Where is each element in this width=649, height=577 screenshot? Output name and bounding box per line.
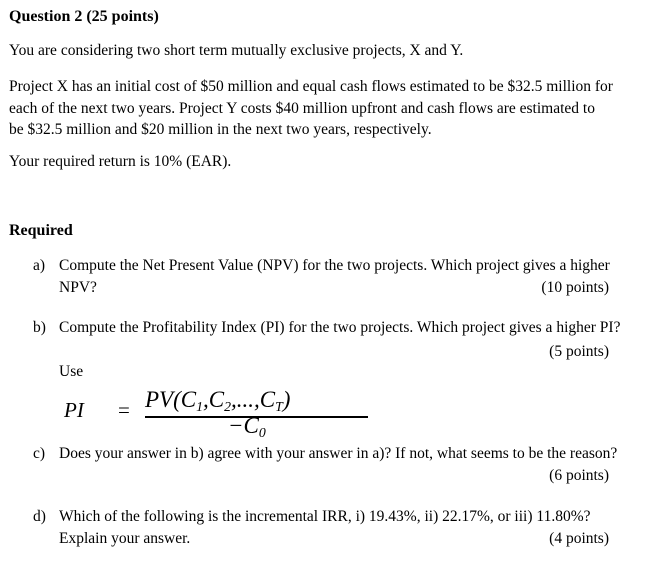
required-heading: Required bbox=[9, 222, 73, 239]
required-return: Your required return is 10% (EAR). bbox=[9, 153, 232, 170]
item-b-line: Compute the Profitability Index (PI) for the two projects. Which project gives a higher PI? bbox=[59, 319, 621, 336]
item-a-line: Compute the Net Present Value (NPV) for the two projects. Which project gives a higher bbox=[59, 257, 610, 274]
formula-equals: = bbox=[118, 398, 130, 422]
use-label: Use bbox=[59, 363, 84, 380]
question-intro: You are considering two short term mutually exclusive projects, X and Y. bbox=[9, 42, 464, 59]
item-d-points: (4 points) bbox=[549, 530, 609, 547]
description-line: be $32.5 million and $20 million in the next two years, respectively. bbox=[9, 121, 432, 138]
item-d-letter: d) bbox=[33, 508, 46, 525]
item-b-points: (5 points) bbox=[549, 343, 609, 360]
formula-lhs: PI bbox=[64, 398, 84, 422]
formula-num-mid: ,...,C bbox=[231, 387, 276, 412]
formula-num-prefix: PV(C bbox=[145, 387, 197, 412]
item-c-line: Does your answer in b) agree with your answer in a)? If not, what seems to be the reason? bbox=[59, 445, 618, 462]
item-a-letter: a) bbox=[33, 257, 46, 274]
description-line: Project X has an initial cost of $50 million and equal cash flows estimated to be $32.5 million for bbox=[9, 78, 613, 95]
item-d-line: Which of the following is the incremental IRR, i) 19.43%, ii) 22.17%, or iii) 11.80%? bbox=[59, 508, 591, 525]
item-a-points: (10 points) bbox=[541, 279, 609, 296]
formula-num-mid: ,C bbox=[203, 387, 225, 412]
formula-den-prefix: −C bbox=[228, 413, 259, 438]
description-line: each of the next two years. Project Y costs $40 million upfront and cash flows are estimated to bbox=[9, 99, 595, 117]
item-a-line: NPV? bbox=[59, 279, 97, 296]
formula-num-sub: T bbox=[275, 399, 283, 414]
formula-num-sub: 1 bbox=[196, 399, 204, 414]
question-title: Question 2 (25 points) bbox=[9, 8, 159, 25]
formula-num-suffix: ) bbox=[282, 387, 291, 412]
project-description bbox=[9, 76, 613, 141]
formula-num-sub: 2 bbox=[224, 399, 232, 414]
item-d-line: Explain your answer. bbox=[59, 530, 191, 547]
formula-denominator bbox=[228, 413, 266, 439]
formula-den-sub: 0 bbox=[258, 425, 266, 440]
formula-numerator bbox=[145, 387, 290, 413]
item-c-points: (6 points) bbox=[549, 467, 609, 484]
item-c-letter: c) bbox=[33, 445, 46, 462]
item-b-letter: b) bbox=[33, 319, 46, 336]
